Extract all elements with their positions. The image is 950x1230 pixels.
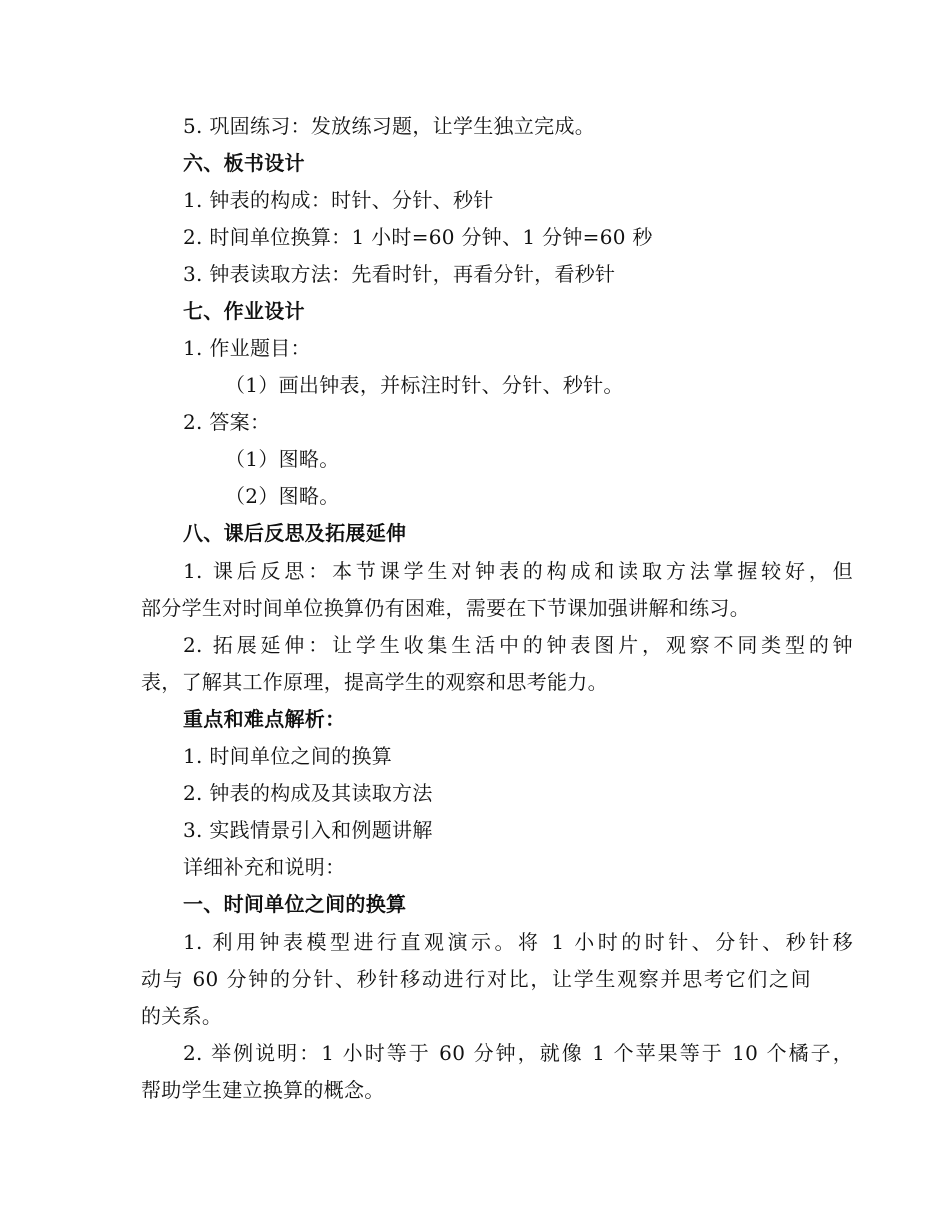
key-point-2: 2. 钟表的构成及其读取方法 — [183, 781, 433, 805]
section-heading-reflection: 八、课后反思及拓展延伸 — [183, 521, 407, 545]
board-item-2: 2. 时间单位换算：1 小时=60 分钟、1 分钟=60 秒 — [183, 225, 653, 249]
homework-item-2: 2. 答案： — [183, 410, 271, 434]
supplement-label: 详细补充和说明： — [183, 855, 346, 879]
section-heading-time-conversion: 一、时间单位之间的换算 — [183, 892, 407, 916]
section-heading-board-design: 六、板书设计 — [183, 151, 305, 175]
reflection-para-2-line-2: 表，了解其工作原理，提高学生的观察和思考能力。 — [141, 670, 608, 694]
conversion-para-1-line-2: 动与 60 分钟的分针、秒针移动进行对比，让学生观察并思考它们之间 — [141, 967, 811, 991]
section-heading-key-points: 重点和难点解析： — [183, 707, 346, 731]
section-heading-homework: 七、作业设计 — [183, 299, 305, 323]
conversion-para-2-line-2: 帮助学生建立换算的概念。 — [141, 1078, 385, 1102]
homework-subitem-1: （1）画出钟表，并标注时针、分针、秒针。 — [225, 373, 624, 397]
board-item-3: 3. 钟表读取方法：先看时针，再看分针，看秒针 — [183, 262, 616, 286]
practice-step-5: 5. 巩固练习：发放练习题，让学生独立完成。 — [183, 114, 596, 138]
board-item-1: 1. 钟表的构成：时针、分针、秒针 — [183, 188, 494, 212]
conversion-para-2-line-1: 2. 举例说明：1 小时等于 60 分钟，就像 1 个苹果等于 10 个橘子， — [183, 1041, 853, 1065]
reflection-para-1-line-2: 部分学生对时间单位换算仍有困难，需要在下节课加强讲解和练习。 — [141, 596, 750, 620]
answer-subitem-2: （2）图略。 — [225, 484, 340, 508]
conversion-para-1-line-3: 的关系。 — [141, 1004, 223, 1028]
reflection-para-1-line-1: 1. 课后反思：本节课学生对钟表的构成和读取方法掌握较好，但 — [183, 559, 853, 583]
reflection-para-2-line-1: 2. 拓展延伸：让学生收集生活中的钟表图片，观察不同类型的钟 — [183, 633, 853, 657]
answer-subitem-1: （1）图略。 — [225, 447, 340, 471]
conversion-para-1-line-1: 1. 利用钟表模型进行直观演示。将 1 小时的时针、分针、秒针移 — [183, 930, 853, 954]
homework-item-1: 1. 作业题目： — [183, 336, 311, 360]
key-point-3: 3. 实践情景引入和例题讲解 — [183, 818, 433, 842]
key-point-1: 1. 时间单位之间的换算 — [183, 744, 393, 768]
